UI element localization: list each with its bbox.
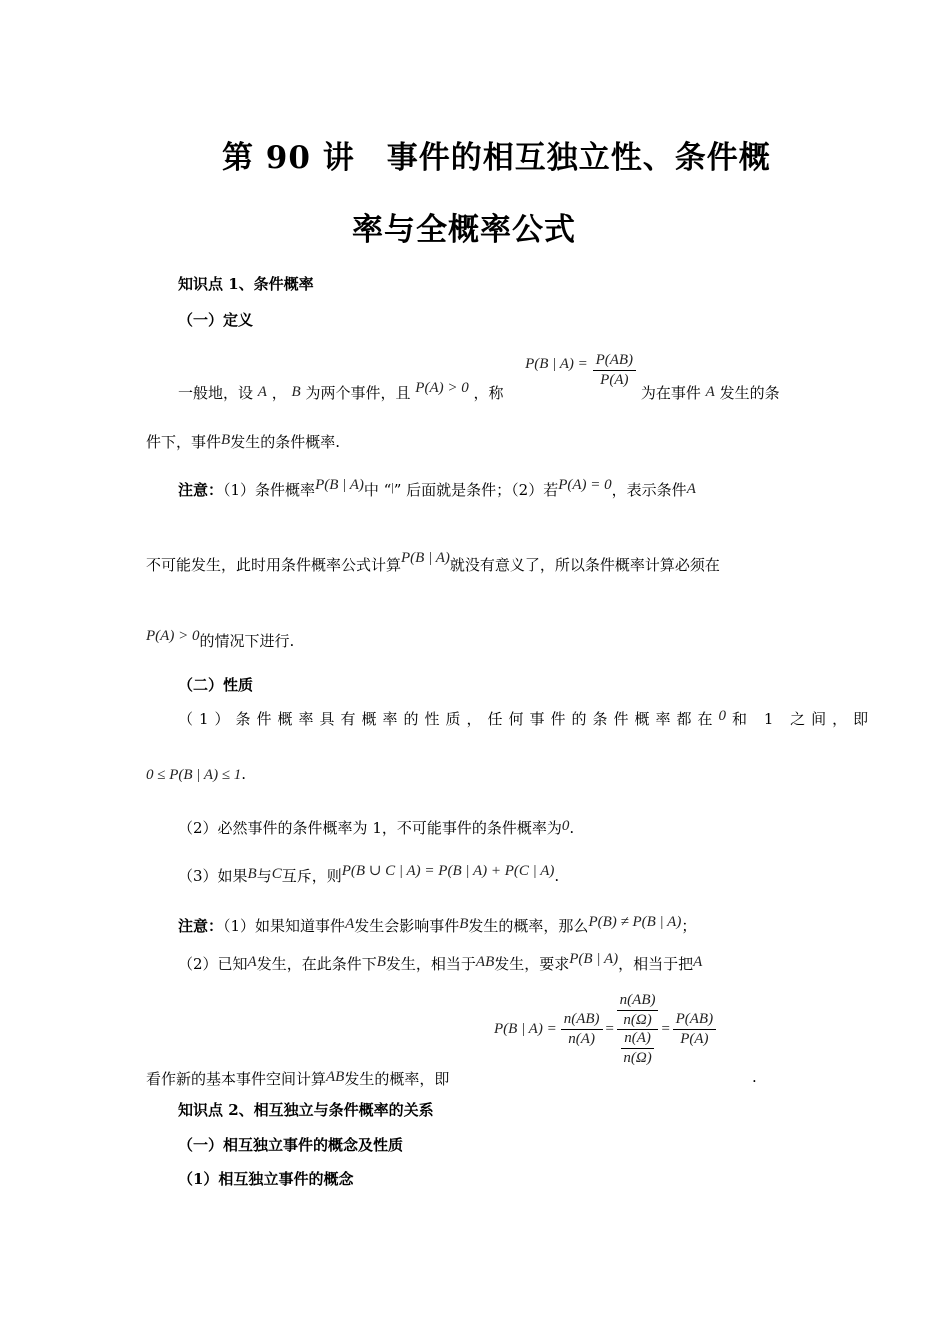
text: 发生会影响事件 — [354, 917, 460, 935]
text: . — [569, 819, 575, 837]
equals-sign: = — [660, 1020, 671, 1037]
text: ” 后面就是条件；（2）若 — [393, 481, 559, 499]
inner-numerator: n(AB) — [617, 992, 659, 1011]
math-condition: P(A) > 0 — [415, 380, 469, 396]
math-C: C — [271, 866, 282, 882]
note-1-line-3 — [146, 630, 294, 651]
inner-denominator: n(Ω) — [623, 1011, 652, 1028]
math-expression: P(B) ≠ P(B | A) — [588, 914, 682, 930]
text: 为两个事件，且 — [305, 384, 411, 402]
definition-line-2 — [146, 431, 340, 452]
text: （2）已知 — [178, 955, 248, 973]
property-3 — [178, 865, 559, 886]
fraction-numerator: P(AB) — [673, 1011, 716, 1030]
note-2-line-1 — [178, 915, 696, 936]
math-AB: AB — [475, 954, 495, 970]
formula-conditional-probability — [494, 982, 716, 1076]
text: （3）如果 — [178, 867, 248, 885]
formula-lhs: P(B | A) = — [494, 1020, 557, 1037]
text: 的情况下进行. — [199, 632, 295, 650]
compound-numerator — [617, 992, 659, 1030]
text: ； — [681, 917, 697, 935]
fraction-numerator: P(AB) — [593, 352, 636, 371]
fraction-denominator: P(A) — [600, 372, 629, 388]
note-1-line-2 — [146, 550, 720, 575]
math-conditional-formula-lhs: P(B | A) = — [525, 356, 588, 372]
text: 一般地，设 — [178, 384, 254, 402]
math-expression: P(A) > 0 — [146, 628, 200, 644]
inner-numerator: n(A) — [621, 1030, 654, 1049]
fraction-probabilities — [673, 1011, 716, 1048]
math-expression: P(B | A) — [401, 550, 450, 566]
fraction-counts — [561, 1011, 603, 1048]
note-2-line-3 — [146, 1068, 449, 1089]
math-B: B — [247, 866, 257, 882]
subsection-heading-definition: （一）定义 — [178, 311, 254, 329]
fraction-compound — [617, 992, 659, 1067]
text: . — [241, 765, 247, 783]
page-title-line1: 第 90 讲 事件的相互独立性、条件概 — [222, 140, 771, 176]
subsection-heading-independent-events: （一）相互独立事件的概念及性质 — [178, 1136, 404, 1154]
math-zero: 0 — [718, 708, 727, 724]
text: ，相当于把 — [618, 955, 694, 973]
section-heading-k1: 知识点 1、条件概率 — [178, 275, 314, 293]
subsection-heading-properties: （二）性质 — [178, 676, 254, 694]
math-A: A — [247, 954, 257, 970]
page-title-line2: 率与全概率公式 — [352, 212, 576, 248]
math-B: B — [221, 432, 231, 448]
math-B: B — [459, 916, 469, 932]
math-zero: 0 — [561, 818, 570, 834]
math-expression: P(A) = 0 — [558, 477, 612, 493]
math-expression: P(B ∪ C | A) = P(B | A) + P(C | A) — [341, 863, 555, 879]
math-expression: P(B | A) — [569, 951, 619, 967]
note-2-line-2 — [178, 953, 702, 974]
fraction-denominator: n(A) — [568, 1030, 595, 1047]
text: （1）条件概率 — [223, 481, 316, 499]
text: 互斥，则 — [281, 867, 342, 885]
property-2 — [178, 817, 574, 838]
text: （1）条件概率具有概率的性质，任何事件的条件概率都在 — [178, 710, 719, 728]
math-AB: AB — [326, 1069, 345, 1085]
text: 件下，事件 — [146, 433, 222, 451]
math-A: A — [705, 384, 715, 400]
text: ，表示条件 — [611, 481, 687, 499]
math-A: A — [345, 916, 355, 932]
text: 就没有意义了，所以条件概率计算必须在 — [449, 556, 720, 574]
text: 发生，在此条件下 — [256, 955, 377, 973]
text: 和 1 之间，即 — [732, 710, 875, 728]
equals-sign: = — [604, 1020, 615, 1037]
text: ， — [271, 384, 287, 402]
math-A: A — [257, 384, 267, 400]
formula-end-period: . — [752, 1068, 757, 1086]
math-B: B — [376, 954, 386, 970]
math-B: B — [291, 384, 301, 400]
math-expression: P(B | A) — [315, 477, 364, 493]
text: 为在事件 — [640, 384, 701, 402]
compound-denominator — [620, 1030, 654, 1067]
text: （2）必然事件的条件概率为 1，不可能事件的条件概率为 — [178, 819, 562, 837]
section-heading-k2: 知识点 2、相互独立与条件概率的关系 — [178, 1101, 434, 1119]
fraction-numerator: n(AB) — [561, 1011, 603, 1030]
text: 中 “ — [363, 481, 392, 499]
text: 发生的概率，那么 — [468, 917, 589, 935]
text: 发生的概率，即 — [344, 1070, 450, 1088]
subsection-item-concept: （1）相互独立事件的概念 — [178, 1170, 354, 1188]
text: 发生，相当于 — [385, 955, 476, 973]
note-label: 注意： — [178, 481, 224, 499]
math-bar: | — [391, 480, 394, 494]
text: 看作新的基本事件空间计算 — [146, 1070, 327, 1088]
text: . — [554, 867, 560, 885]
math-A: A — [693, 954, 703, 970]
inner-denominator: n(Ω) — [623, 1049, 652, 1066]
note-1-line-1 — [178, 479, 696, 500]
text: ，称 — [473, 384, 504, 402]
text: 不可能发生，此时用条件概率公式计算 — [146, 556, 402, 574]
definition-line-1 — [178, 352, 780, 402]
text: 发生，要求 — [494, 955, 570, 973]
math-expression: 0 ≤ P(B | A) ≤ 1 — [146, 767, 242, 783]
text: 发生的条 — [719, 384, 780, 402]
text: 与 — [256, 867, 272, 885]
text: 发生的条件概率. — [230, 433, 340, 451]
property-1 — [178, 708, 874, 729]
fraction-denominator: P(A) — [680, 1030, 709, 1047]
property-1-expression — [146, 765, 246, 784]
text: （1）如果知道事件 — [223, 917, 346, 935]
note-label: 注意： — [178, 917, 224, 935]
math-A: A — [686, 481, 696, 497]
fraction-conditional-probability — [593, 352, 636, 389]
